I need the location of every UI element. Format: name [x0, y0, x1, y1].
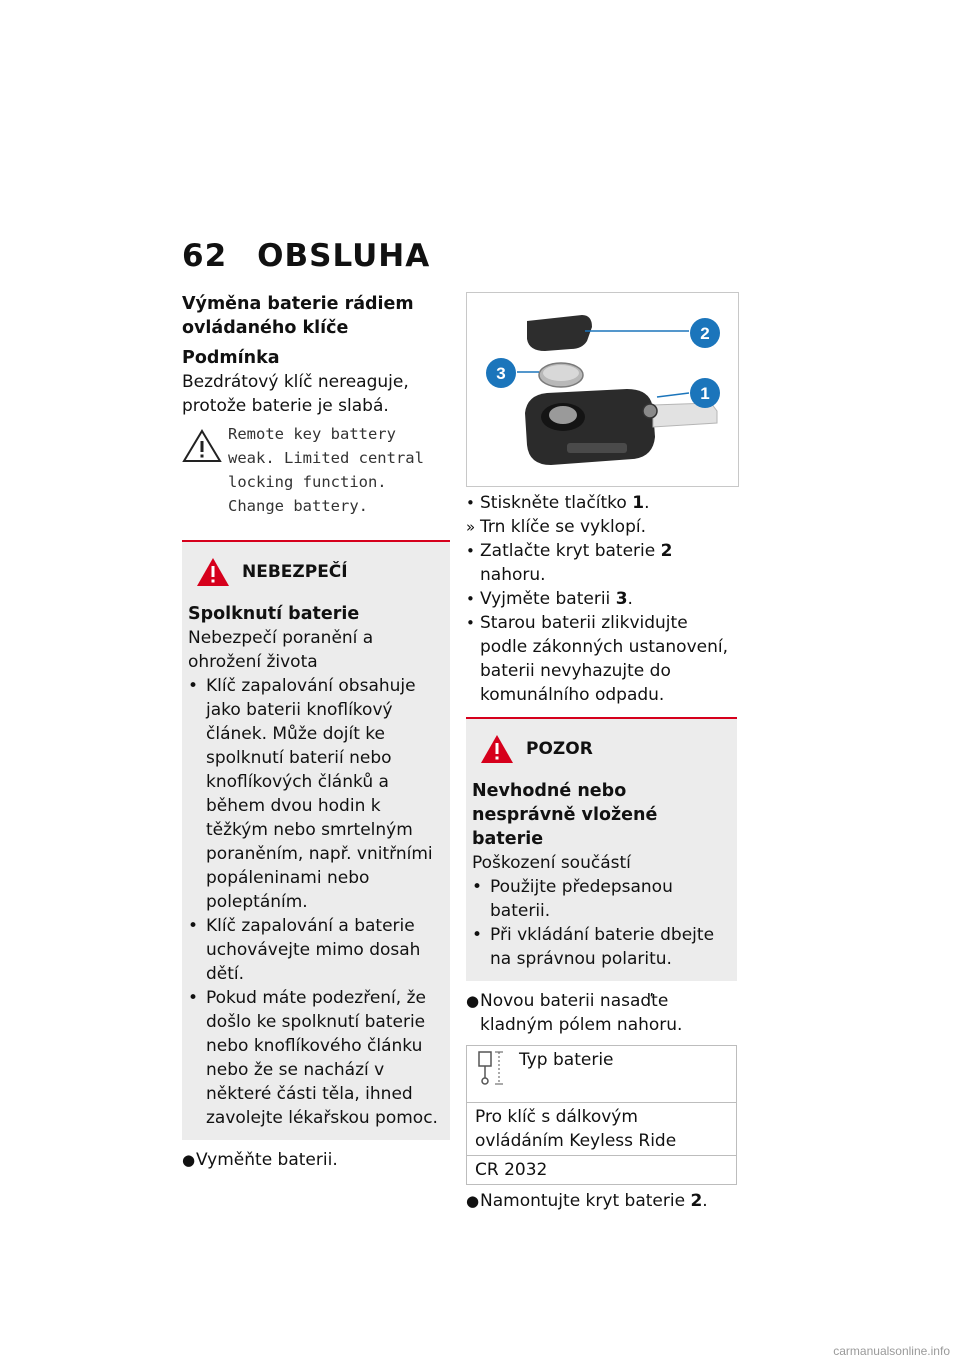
svg-text:2: 2: [700, 324, 710, 343]
caution-signal-word: POZOR: [526, 739, 593, 759]
spec-header: Typ baterie: [519, 1050, 614, 1070]
condition-heading: Podmínka: [182, 348, 280, 368]
step-replace-battery: ●Vyměňte baterii.: [182, 1150, 338, 1170]
battery-tool-icon: [475, 1048, 509, 1088]
caution-header: [472, 733, 729, 765]
right-column: [466, 292, 737, 1213]
spec-value: CR 2032: [467, 1156, 737, 1185]
key-battery-figure: [466, 292, 739, 487]
figure-label-1: [690, 378, 720, 408]
step-item: • Zatlačte kryt baterie 2 nahoru.: [466, 541, 673, 585]
spec-header-cell: [467, 1046, 737, 1103]
left-column: [182, 292, 450, 1172]
caution-subtitle: Poškození součástí: [472, 853, 631, 873]
figure-label-3: [486, 358, 516, 388]
page-header: [182, 238, 430, 274]
danger-box: [182, 540, 450, 1140]
battery-spec-table: [466, 1045, 737, 1185]
step-insert-battery: ●Novou baterii nasaďte kladným pólem nahoru.: [466, 991, 683, 1035]
page-number: 62: [182, 238, 228, 274]
danger-triangle-icon: [196, 556, 230, 588]
svg-text:1: 1: [700, 384, 710, 403]
caution-triangle-icon: [480, 733, 514, 765]
display-message: [182, 422, 450, 518]
step-item: • Vyjměte baterii 3.: [466, 589, 633, 609]
step-item: • Starou baterii zlikvidujte podle zákonných ustanovení, baterii nevyhazujte do komunálního odpadu.: [466, 613, 728, 705]
warning-triangle-icon: [182, 428, 222, 464]
danger-header: [188, 556, 442, 588]
watermark: carmanualsonline.info: [833, 1344, 950, 1358]
svg-text:3: 3: [496, 364, 506, 383]
caution-title: Nevhodné nebo nesprávně vložené baterie: [472, 781, 658, 849]
caution-item: • Při vkládání baterie dbejte na správnou polaritu.: [472, 925, 715, 969]
caution-item: • Použijte předepsanou baterii.: [472, 877, 673, 921]
figure-label-2: [690, 318, 720, 348]
step-item: » Trn klíče se vyklopí.: [466, 517, 646, 537]
spec-label: Pro klíč s dálkovým ovládáním Keyless Ride: [467, 1103, 737, 1156]
procedure-title: Výměna baterie rádiem ovládaného klíče: [182, 294, 414, 338]
step-item: • Stiskněte tlačítko 1.: [466, 493, 650, 513]
danger-subtitle: Nebezpečí poranění a ohrožení života: [188, 628, 374, 672]
danger-item: • Klíč zapalování a baterie uchovávejte mimo dosah dětí.: [188, 916, 421, 984]
step-mount-cover: ●Namontujte kryt baterie 2.: [466, 1191, 708, 1211]
danger-item: • Klíč zapalování obsahuje jako baterii knoflíkový článek. Může dojít ke spolknutí baterií nebo knoflíkových článků a během dvou hodin k těžkým nebo smrtelným poraněním, např. vnitřními popáleninami nebo poleptáním.: [188, 676, 433, 912]
display-message-text: Remote key battery weak. Limited central locking function. Change battery.: [228, 425, 424, 515]
condition-text: Bezdrátový klíč nereaguje, protože baterie je slabá.: [182, 372, 409, 416]
section-title: OBSLUHA: [257, 238, 431, 274]
key-illustration: [467, 293, 738, 486]
danger-title: Spolknutí baterie: [188, 604, 360, 624]
caution-box: [466, 717, 737, 981]
danger-signal-word: NEBEZPEČÍ: [242, 562, 348, 582]
danger-item: • Pokud máte podezření, že došlo ke spolknutí baterie nebo knoflíkového článku nebo že se nachází v některé části těla, ihned zavolejte lékařskou pomoc.: [188, 988, 438, 1128]
